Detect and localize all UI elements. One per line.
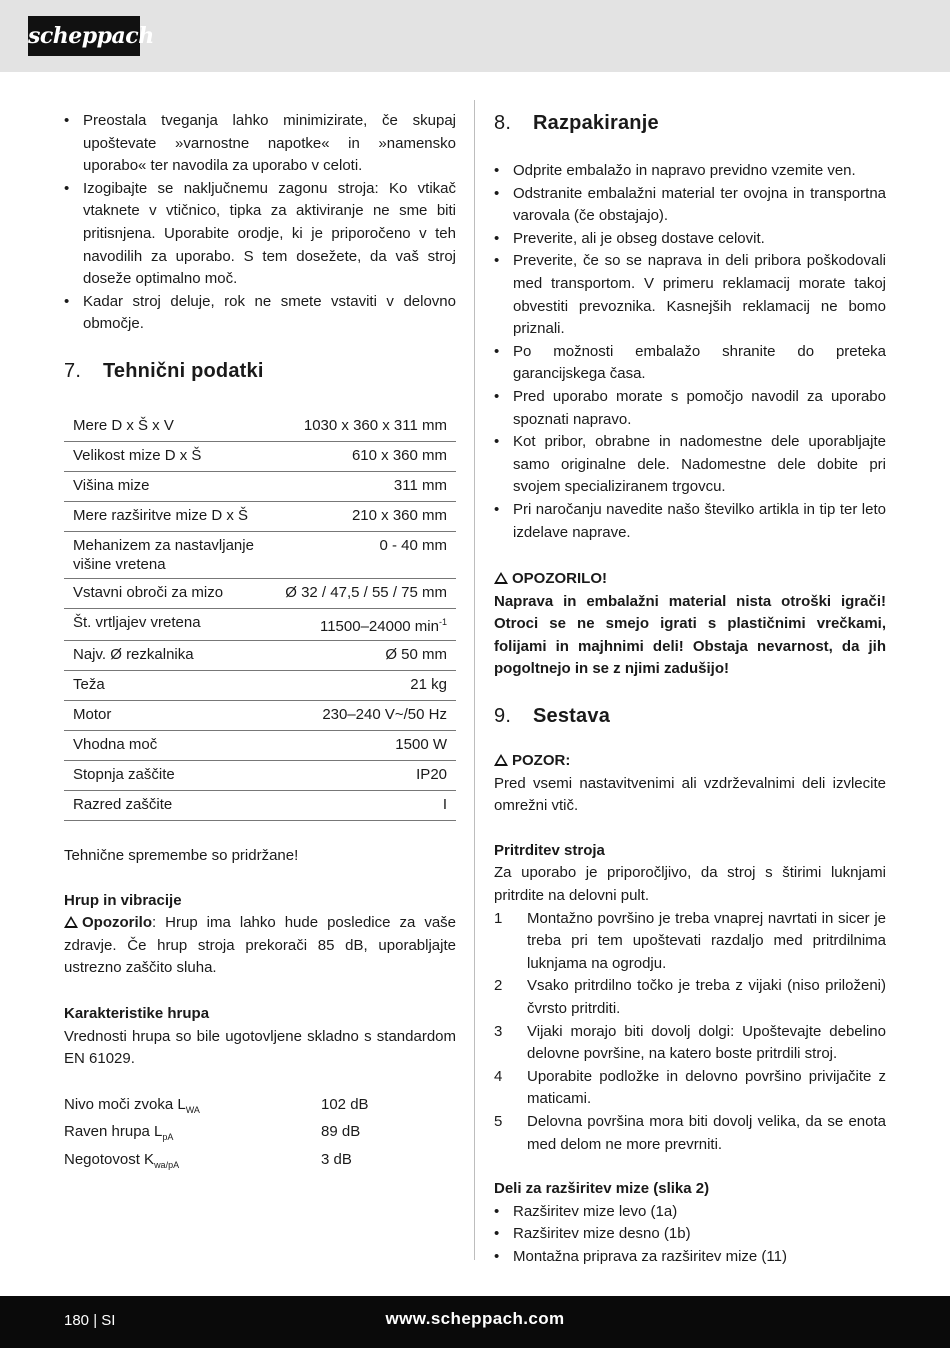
noise-values [64,1094,456,1177]
spec-label: Mere razširitve mize D x Š [64,501,276,531]
list-item: • Po možnosti embalažo shranite do preteka garancijskega časa. [494,341,886,386]
spec-value: IP20 [276,760,456,790]
spec-value: 1500 W [276,730,456,760]
noise-row: Nivo moči zvoka $L_{WA}$ 102 dB [64,1095,369,1115]
noise-characteristics-text: Vrednosti hrupa so bile ugotovljene skladno s standardom EN 61029. [64,1027,456,1068]
noise-warning: Opozorilo: Hrup ima lahko hude posledice za vaše zdravje. Če hrup stroja prekorači 85 dB, uporabljajte ustrezno zaščito sluha. [64,914,456,977]
spec-label: Vstavni obroči za mizo [64,578,276,608]
spec-value: Ø 50 mm [276,640,456,670]
list-item: 5 Delovna površina mora biti dovolj velika, da se enota med delom ne more prevrniti. [494,1112,886,1153]
mount-steps [494,908,886,1157]
unpacking-bullets [494,160,886,544]
website-link[interactable]: www.scheppach.com [385,1309,565,1328]
spec-label: Teža [64,670,276,700]
list-item: • Izogibajte se naključnemu zagonu stroja: Ko vtikač vtaknete v vtičnico, tipka za aktiviranje ne sme biti pritisnjena. Uporabite orodje, ki je priporočeno v teh navodilih za uporabo. S tem dosežete, da vaš stroj doseže optimalno moč. [64,178,456,291]
spec-row [64,441,456,471]
spec-label: Stopnja zaščite [64,760,276,790]
spec-value: 0 - 40 mm [276,531,456,578]
section-8-heading: 8. Razpakiranje [494,112,659,134]
spec-row [64,578,456,608]
spec-row [64,730,456,760]
noise-heading: Hrup in vibracije [64,891,182,909]
list-item: • Kadar stroj deluje, rok ne smete vstaviti v delovno območje. [64,291,456,336]
header-bar [0,0,950,72]
list-item: 2 Vsako pritrdilno točko je treba z vijaki (niso priloženi) čvrsto pritrditi. [494,977,886,1017]
spec-row [64,700,456,730]
spec-row [64,670,456,700]
list-item: • Preostala tveganja lahko minimizirate, če skupaj upoštevate »varnostne napotke« in »namensko uporabo« ter navodila za uporabo v celoti. [64,110,456,178]
mount-intro: Za uporabo je priporočljivo, da stroj s štirimi luknjami pritrdite na delovni pult. [494,864,886,905]
list-item: • Razširitev mize desno (1b) [494,1223,886,1246]
right-column [494,110,886,1269]
spec-label: Velikost mize D x Š [64,441,276,471]
list-item: 3 Vijaki morajo biti dovolj dolgi: Upoštevajte debelino delovne površine, na katero boste pritrdili stroj. [494,1022,886,1063]
spec-value: Ø 32 / 47,5 / 55 / 75 mm [276,578,456,608]
spec-value: 230–240 V~/50 Hz [276,700,456,730]
technical-data-table [64,411,456,821]
list-item: 1 Montažno površino je treba vnaprej navrtati in sicer je treba pri tem upoštevati razdaljo med pritrdilnima luknjama na ogrodju. [494,909,886,972]
page-number: 180 | SI [64,1312,116,1329]
spec-row [64,531,456,578]
noise-row: Negotovost $K_{wa/pA}$ 3 dB [64,1150,352,1170]
spec-label: Razred zaščite [64,790,276,820]
spec-row [64,471,456,501]
footer-bar [0,1296,950,1348]
warning-triangle-icon [494,754,508,766]
spec-value: 610 x 360 mm [276,441,456,471]
spec-label: Motor [64,700,276,730]
changes-note: Tehnične spremembe so pridržane! [64,846,299,864]
spec-label: Mere D x Š x V [64,411,276,442]
spec-row [64,640,456,670]
noise-row: Raven hrupa $L_{pA}$ 89 dB [64,1123,361,1143]
noise-characteristics-heading: Karakteristike hrupa [64,1004,210,1022]
parts-list [494,1201,886,1269]
column-divider [474,100,475,1260]
warning-triangle-icon [494,572,508,584]
list-item: • Razširitev mize levo (1a) [494,1201,886,1224]
spec-label: Št. vrtljajev vretena [64,608,276,640]
spec-value: 210 x 360 mm [276,501,456,531]
spec-value: 311 mm [276,471,456,501]
spec-row [64,790,456,820]
scheppach-logo: scheppach [28,16,140,56]
spec-value: 21 kg [276,670,456,700]
spec-label: Najv. Ø rezkalnika [64,640,276,670]
spec-label: Mehanizem za nastavljanje višine vretena [64,531,276,578]
list-item: • Odprite embalažo in napravo previdno vzemite ven. [494,160,886,183]
list-item: • Preverite, ali je obseg dostave celovit. [494,228,886,251]
list-item: • Kot pribor, obrabne in nadomestne dele uporabljajte samo originalne dele. Nadomestne dele dobite pri svojem specializiranem trgovcu. [494,431,886,499]
spec-row [64,760,456,790]
parts-heading: Deli za razširitev mize (slika 2) [494,1180,710,1198]
spec-label: Višina mize [64,471,276,501]
list-item: • Montažna priprava za razširitev mize (11) [494,1246,886,1269]
caution-title: POZOR: [494,750,886,773]
spec-row [64,411,456,442]
list-item: • Odstranite embalažni material ter ovojna in transportna varovala (če obstajajo). [494,183,886,228]
spec-value: I [276,790,456,820]
list-item: 4 Uporabite podložke in delovno površino privijačite z maticami. [494,1067,886,1108]
section-9-heading: 9. Sestava [494,705,611,728]
mount-heading: Pritrditev stroja [494,841,605,859]
left-column [64,110,456,1176]
warning-title: OPOZORILO! [494,568,886,591]
list-item: • Pred uporabo morate s pomočjo navodil za uporabo spoznati napravo. [494,386,886,431]
spec-row [64,501,456,531]
safety-bullets [64,110,456,336]
list-item: • Preverite, če so se naprava in deli pribora poškodovali med transportom. V primeru reklamacij morate takoj obvestiti prevoznika. Kasnejših reklamacij ne bomo priznali. [494,250,886,340]
spec-value: 11500–24000 $\min^{-1}$ [276,608,456,640]
section-7-heading: 7. Tehnični podatki [64,359,264,382]
spec-label: Vhodna moč [64,730,276,760]
spec-value: 1030 x 360 x 311 mm [276,411,456,442]
warning-triangle-icon [64,916,78,928]
list-item: • Pri naročanju navedite našo številko artikla in tip ter leto izdelave naprave. [494,499,886,544]
spec-row [64,608,456,640]
warning-text: Naprava in embalažni material nista otroški igrači! Otroci se ne smejo igrati s plastičnimi vrečkami, folijami in majhnimi deli! Obstaja nevarnost, da jih pogoltnejo in se z njimi zadušijo! [494,592,886,678]
caution-text: Pred vsemi nastavitvenimi ali vzdrževalnimi deli izvlecite omrežni vtič. [494,774,886,815]
